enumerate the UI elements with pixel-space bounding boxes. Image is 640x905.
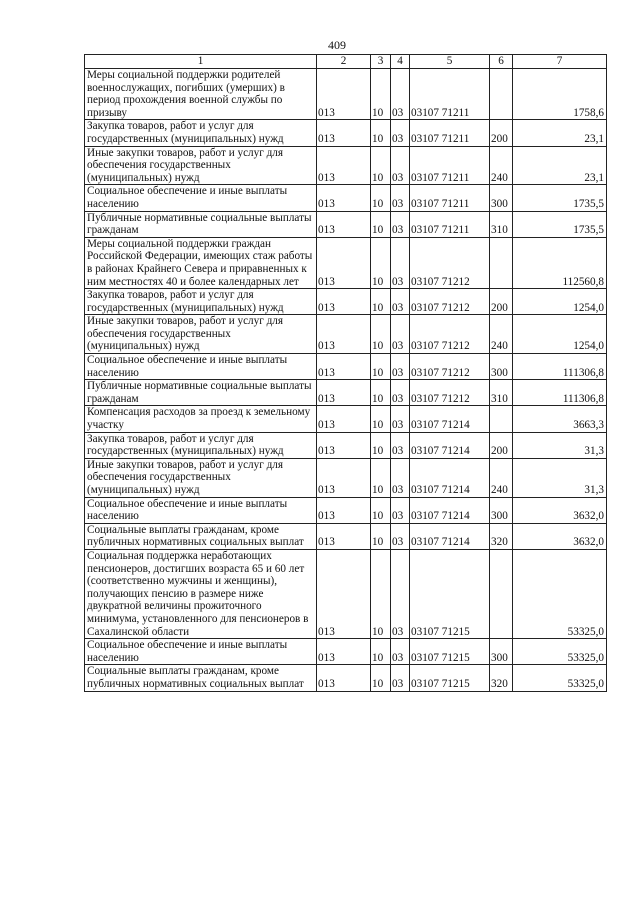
row-name-cell: Закупка товаров, работ и услуг для государственных (муниципальных) нужд [85,289,317,315]
row-pr-cell: 03 [391,185,410,211]
row-ved-cell: 013 [317,354,371,380]
row-sum-cell: 112560,8 [513,237,607,288]
row-vr-cell [490,237,513,288]
table-row [85,380,607,406]
row-rz-cell: 10 [371,120,391,146]
row-sum-cell: 1735,5 [513,211,607,237]
row-csr-cell: 03107 71215 [410,665,490,691]
row-pr-cell: 03 [391,211,410,237]
table-body [85,69,607,692]
row-csr-cell: 03107 71212 [410,354,490,380]
row-sum-cell: 23,1 [513,146,607,185]
row-pr-cell: 03 [391,639,410,665]
row-name-cell: Публичные нормативные социальные выплаты гражданам [85,380,317,406]
row-name-cell: Публичные нормативные социальные выплаты гражданам [85,211,317,237]
header-cell-7: 7 [513,55,607,69]
table-row [85,523,607,549]
row-name-cell: Социальные выплаты гражданам, кроме публичных нормативных социальных выплат [85,523,317,549]
row-name-cell: Социальное обеспечение и иные выплаты населению [85,639,317,665]
row-csr-cell: 03107 71211 [410,211,490,237]
table-row [85,497,607,523]
row-pr-cell: 03 [391,237,410,288]
table-row [85,665,607,691]
row-csr-cell: 03107 71212 [410,380,490,406]
row-rz-cell: 10 [371,406,391,432]
row-pr-cell: 03 [391,665,410,691]
row-rz-cell: 10 [371,380,391,406]
row-vr-cell: 200 [490,120,513,146]
row-sum-cell: 3632,0 [513,497,607,523]
row-vr-cell: 200 [490,289,513,315]
header-cell-5: 5 [410,55,490,69]
row-vr-cell: 310 [490,211,513,237]
row-ved-cell: 013 [317,289,371,315]
row-csr-cell: 03107 71211 [410,146,490,185]
row-name-cell: Социальное обеспечение и иные выплаты населению [85,497,317,523]
row-vr-cell: 240 [490,315,513,354]
row-name-cell: Закупка товаров, работ и услуг для государственных (муниципальных) нужд [85,120,317,146]
row-csr-cell: 03107 71211 [410,120,490,146]
row-sum-cell: 53325,0 [513,665,607,691]
row-vr-cell: 240 [490,146,513,185]
row-vr-cell [490,406,513,432]
row-rz-cell: 10 [371,523,391,549]
row-csr-cell: 03107 71214 [410,458,490,497]
row-vr-cell [490,549,513,638]
header-cell-2: 2 [317,55,371,69]
row-pr-cell: 03 [391,432,410,458]
row-ved-cell: 013 [317,146,371,185]
table-row [85,146,607,185]
row-ved-cell: 013 [317,406,371,432]
row-vr-cell: 320 [490,665,513,691]
row-sum-cell: 111306,8 [513,380,607,406]
row-vr-cell: 320 [490,523,513,549]
row-csr-cell: 03107 71214 [410,432,490,458]
row-csr-cell: 03107 71214 [410,523,490,549]
row-sum-cell: 23,1 [513,120,607,146]
row-csr-cell: 03107 71212 [410,315,490,354]
row-pr-cell: 03 [391,120,410,146]
row-ved-cell: 013 [317,665,371,691]
page-number: 409 [328,38,346,52]
row-rz-cell: 10 [371,549,391,638]
table-row [85,639,607,665]
row-csr-cell: 03107 71212 [410,289,490,315]
row-sum-cell: 31,3 [513,432,607,458]
header-cell-4: 4 [391,55,410,69]
row-rz-cell: 10 [371,185,391,211]
row-sum-cell: 1758,6 [513,69,607,120]
row-pr-cell: 03 [391,406,410,432]
row-pr-cell: 03 [391,315,410,354]
header-cell-1: 1 [85,55,317,69]
row-ved-cell: 013 [317,211,371,237]
row-vr-cell: 200 [490,432,513,458]
row-csr-cell: 03107 71215 [410,549,490,638]
row-name-cell: Меры социальной поддержки родителей военнослужащих, погибших (умерших) в период прохождения военной службы по призыву [85,69,317,120]
row-sum-cell: 1254,0 [513,315,607,354]
table-row [85,315,607,354]
row-ved-cell: 013 [317,432,371,458]
row-name-cell: Социальное обеспечение и иные выплаты населению [85,185,317,211]
row-name-cell: Меры социальной поддержки граждан Российской Федерации, имеющих стаж работы в районах Крайнего Севера и приравненных к ним местностях 40 и более календарных лет [85,237,317,288]
row-sum-cell: 53325,0 [513,639,607,665]
row-sum-cell: 3632,0 [513,523,607,549]
row-name-cell: Закупка товаров, работ и услуг для государственных (муниципальных) нужд [85,432,317,458]
row-csr-cell: 03107 71214 [410,406,490,432]
row-name-cell: Компенсация расходов за проезд к земельному участку [85,406,317,432]
row-ved-cell: 013 [317,639,371,665]
table-row [85,458,607,497]
row-name-cell: Социальная поддержка неработающих пенсионеров, достигших возраста 65 и 60 лет (соответственно мужчины и женщины), получающих пенсию в размере ниже двукратной величины прожиточного минимума, установленного для пенсионеров в Сахалинской области [85,549,317,638]
row-vr-cell: 240 [490,458,513,497]
row-ved-cell: 013 [317,185,371,211]
row-pr-cell: 03 [391,354,410,380]
row-ved-cell: 013 [317,523,371,549]
row-name-cell: Иные закупки товаров, работ и услуг для обеспечения государственных (муниципальных) нужд [85,146,317,185]
table-row [85,237,607,288]
row-ved-cell: 013 [317,237,371,288]
tick-mark: ‾ [118,54,121,64]
table-row [85,211,607,237]
table-row [85,185,607,211]
table-row [85,120,607,146]
row-csr-cell: 03107 71215 [410,639,490,665]
row-ved-cell: 013 [317,549,371,638]
table-row [85,549,607,638]
row-rz-cell: 10 [371,639,391,665]
table-row [85,69,607,120]
row-rz-cell: 10 [371,289,391,315]
row-sum-cell: 1254,0 [513,289,607,315]
table-row [85,354,607,380]
row-csr-cell: 03107 71211 [410,185,490,211]
table-row [85,432,607,458]
row-vr-cell: 300 [490,497,513,523]
row-rz-cell: 10 [371,146,391,185]
table-row [85,289,607,315]
row-rz-cell: 10 [371,237,391,288]
row-sum-cell: 3663,3 [513,406,607,432]
header-row [85,55,607,69]
row-name-cell: Социальное обеспечение и иные выплаты населению [85,354,317,380]
row-rz-cell: 10 [371,665,391,691]
row-vr-cell: 300 [490,354,513,380]
header-cell-6: 6 [490,55,513,69]
row-sum-cell: 53325,0 [513,549,607,638]
budget-table [84,54,607,692]
row-rz-cell: 10 [371,69,391,120]
row-csr-cell: 03107 71212 [410,237,490,288]
row-ved-cell: 013 [317,315,371,354]
row-ved-cell: 013 [317,497,371,523]
row-vr-cell: 300 [490,639,513,665]
row-pr-cell: 03 [391,380,410,406]
row-rz-cell: 10 [371,354,391,380]
row-pr-cell: 03 [391,146,410,185]
row-rz-cell: 10 [371,458,391,497]
row-rz-cell: 10 [371,432,391,458]
row-pr-cell: 03 [391,549,410,638]
row-rz-cell: 10 [371,211,391,237]
row-pr-cell: 03 [391,523,410,549]
row-vr-cell: 300 [490,185,513,211]
table-row [85,406,607,432]
row-vr-cell: 310 [490,380,513,406]
row-name-cell: Иные закупки товаров, работ и услуг для обеспечения государственных (муниципальных) нужд [85,315,317,354]
row-name-cell: Социальные выплаты гражданам, кроме публичных нормативных социальных выплат [85,665,317,691]
row-rz-cell: 10 [371,497,391,523]
row-ved-cell: 013 [317,458,371,497]
row-pr-cell: 03 [391,69,410,120]
row-sum-cell: 31,3 [513,458,607,497]
row-ved-cell: 013 [317,120,371,146]
row-sum-cell: 1735,5 [513,185,607,211]
row-vr-cell [490,69,513,120]
row-name-cell: Иные закупки товаров, работ и услуг для обеспечения государственных (муниципальных) нужд [85,458,317,497]
row-sum-cell: 111306,8 [513,354,607,380]
row-pr-cell: 03 [391,289,410,315]
row-csr-cell: 03107 71211 [410,69,490,120]
row-ved-cell: 013 [317,69,371,120]
row-ved-cell: 013 [317,380,371,406]
row-pr-cell: 03 [391,458,410,497]
row-csr-cell: 03107 71214 [410,497,490,523]
row-rz-cell: 10 [371,315,391,354]
row-pr-cell: 03 [391,497,410,523]
header-cell-3: 3 [371,55,391,69]
